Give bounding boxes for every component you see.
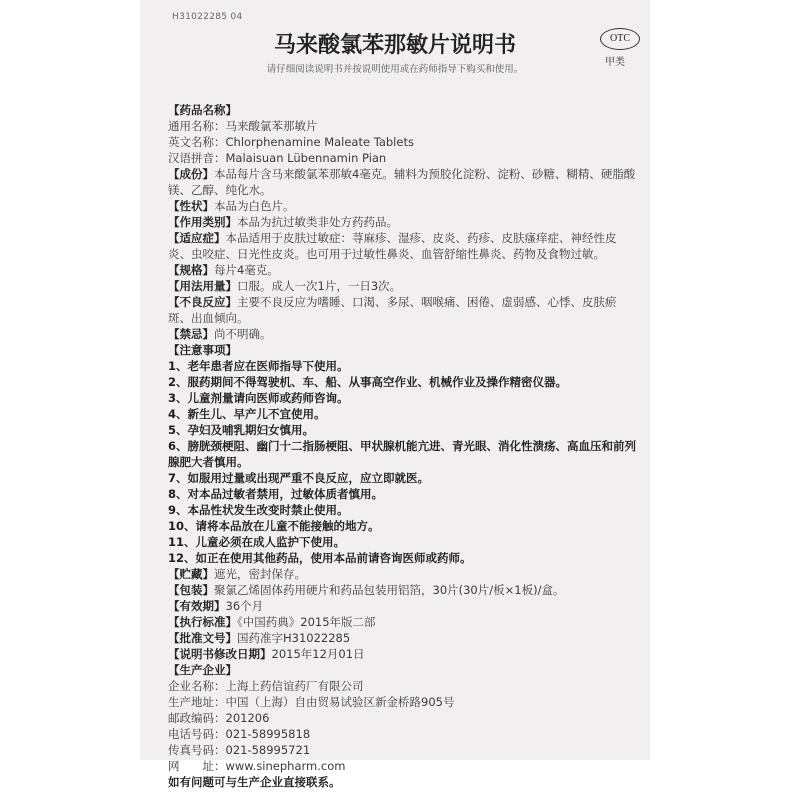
category-section [168,214,638,230]
storage-section [168,566,638,582]
contact-note: 如有问题可与生产企业直接联系。 [168,775,341,789]
section-header-storage: 【贮藏】 [168,567,214,581]
approval-section [168,630,638,646]
pinyin-name: 汉语拼音：Malaisuan Lübennamin Pian [168,151,387,165]
otc-class-label: 甲类 [605,57,625,68]
package-text: 聚氯乙烯固体药用硬片和药品包装用铝箔，30片(30片/板×1板)/盒。 [214,583,565,597]
precaution-item: 4、新生儿、早产儿不宜使用。 [168,407,326,421]
generic-name: 通用名称：马来酸氯苯那敏片 [168,119,318,133]
otc-badge: OTC [600,28,640,50]
leaflet-body [168,102,638,790]
manufacturer-fax: 传真号码：021-58995721 [168,743,311,757]
precaution-item: 12、如正在使用其他药品，使用本品前请咨询医师或药师。 [168,551,472,565]
document-subtitle: 请仔细阅读说明书并按说明使用或在药师指导下购买和使用。 [266,64,524,75]
section-header-precautions: 【注意事项】 [168,343,237,357]
manufacturer-address: 生产地址：中国（上海）自由贸易试验区新金桥路905号 [168,695,455,709]
revision-section [168,646,638,662]
validity-text: 36个月 [225,599,264,613]
section-header-revision: 【说明书修改日期】 [168,647,272,661]
contraindications-section [168,326,638,342]
section-header-name: 【药品名称】 [168,103,237,117]
section-header-indications: 【适应症】 [168,231,226,245]
section-header-specification: 【规格】 [168,263,214,277]
dosage-section [168,278,638,294]
validity-section [168,598,638,614]
precaution-item: 1、老年患者应在医师指导下使用。 [168,359,349,373]
name-section [168,102,638,166]
section-header-standard: 【执行标准】 [168,615,237,629]
approval-text: 国药准字H31022285 [237,631,351,645]
document-title: 马来酸氯苯那敏片说明书 [273,33,516,58]
adverse-section [168,294,638,326]
indications-text: 本品适用于皮肤过敏症：荨麻疹、湿疹、皮炎、药疹、皮肤瘙痒症、神经性皮炎、虫咬症、日光性皮炎。也可用于过敏性鼻炎、血管舒缩性鼻炎、药物及食物过敏。 [168,231,617,261]
precaution-item: 7、如服用过量或出现严重不良反应，应立即就医。 [168,471,429,485]
section-header-composition: 【成份】 [168,167,214,181]
precaution-item: 3、儿童剂量请向医师或药师咨询。 [168,391,349,405]
indications-section [168,230,638,262]
manufacturer-name: 企业名称：上海上药信谊药厂有限公司 [168,679,364,693]
composition-text: 本品每片含马来酸氯苯那敏4毫克。辅料为预胶化淀粉、淀粉、砂糖、糊精、硬脂酸镁、乙醇、纯化水。 [168,167,636,197]
storage-text: 遮光，密封保存。 [214,567,306,581]
adverse-text: 主要不良反应为嗜睡、口渴、多尿、咽喉痛、困倦、虚弱感、心悸、皮肤瘀斑、出血倾向。 [168,295,617,325]
precaution-item: 9、本品性状发生改变时禁止使用。 [168,503,349,517]
document-code: H31022285 04 [172,12,243,22]
precaution-item: 11、儿童必须在成人监护下使用。 [168,535,346,549]
section-header-validity: 【有效期】 [168,599,226,613]
section-header-manufacturer: 【生产企业】 [168,663,237,677]
section-header-dosage: 【用法用量】 [168,279,237,293]
dosage-text: 口服。成人一次1片，一日3次。 [237,279,402,293]
section-header-approval: 【批准文号】 [168,631,237,645]
section-header-appearance: 【性状】 [168,199,214,213]
precaution-item: 8、对本品过敏者禁用，过敏体质者慎用。 [168,487,383,501]
section-header-contraindications: 【禁忌】 [168,327,214,341]
specification-text: 每片4毫克。 [214,263,279,277]
section-header-adverse: 【不良反应】 [168,295,237,309]
precaution-item: 6、膀胱颈梗阻、幽门十二指肠梗阻、甲状腺机能亢进、青光眼、消化性溃疡、高血压和前列腺肥大者慎用。 [168,439,636,469]
precautions-section [168,342,638,566]
appearance-text: 本品为白色片。 [214,199,295,213]
revision-text: 2015年12月01日 [271,647,365,661]
leaflet-page [150,6,640,796]
category-text: 本品为抗过敏类非处方药药品。 [237,215,398,229]
standard-text: 《中国药典》2015年版二部 [237,615,376,629]
appearance-section [168,198,638,214]
manufacturer-postcode: 邮政编码：201206 [168,711,270,725]
manufacturer-phone: 电话号码：021-58995818 [168,727,311,741]
precaution-item: 2、服药期间不得驾驶机、车、船、从事高空作业、机械作业及操作精密仪器。 [168,375,567,389]
composition-section [168,166,638,198]
specification-section [168,262,638,278]
english-name: 英文名称：Chlorphenamine Maleate Tablets [168,135,414,149]
section-header-package: 【包装】 [168,583,214,597]
manufacturer-website: 网 址：www.sinepharm.com [168,759,346,773]
package-section [168,582,638,598]
contraindications-text: 尚不明确。 [214,327,272,341]
precaution-item: 10、请将本品放在儿童不能接触的地方。 [168,519,380,533]
section-header-category: 【作用类别】 [168,215,237,229]
manufacturer-section [168,662,638,774]
precaution-item: 5、孕妇及哺乳期妇女慎用。 [168,423,315,437]
standard-section [168,614,638,630]
